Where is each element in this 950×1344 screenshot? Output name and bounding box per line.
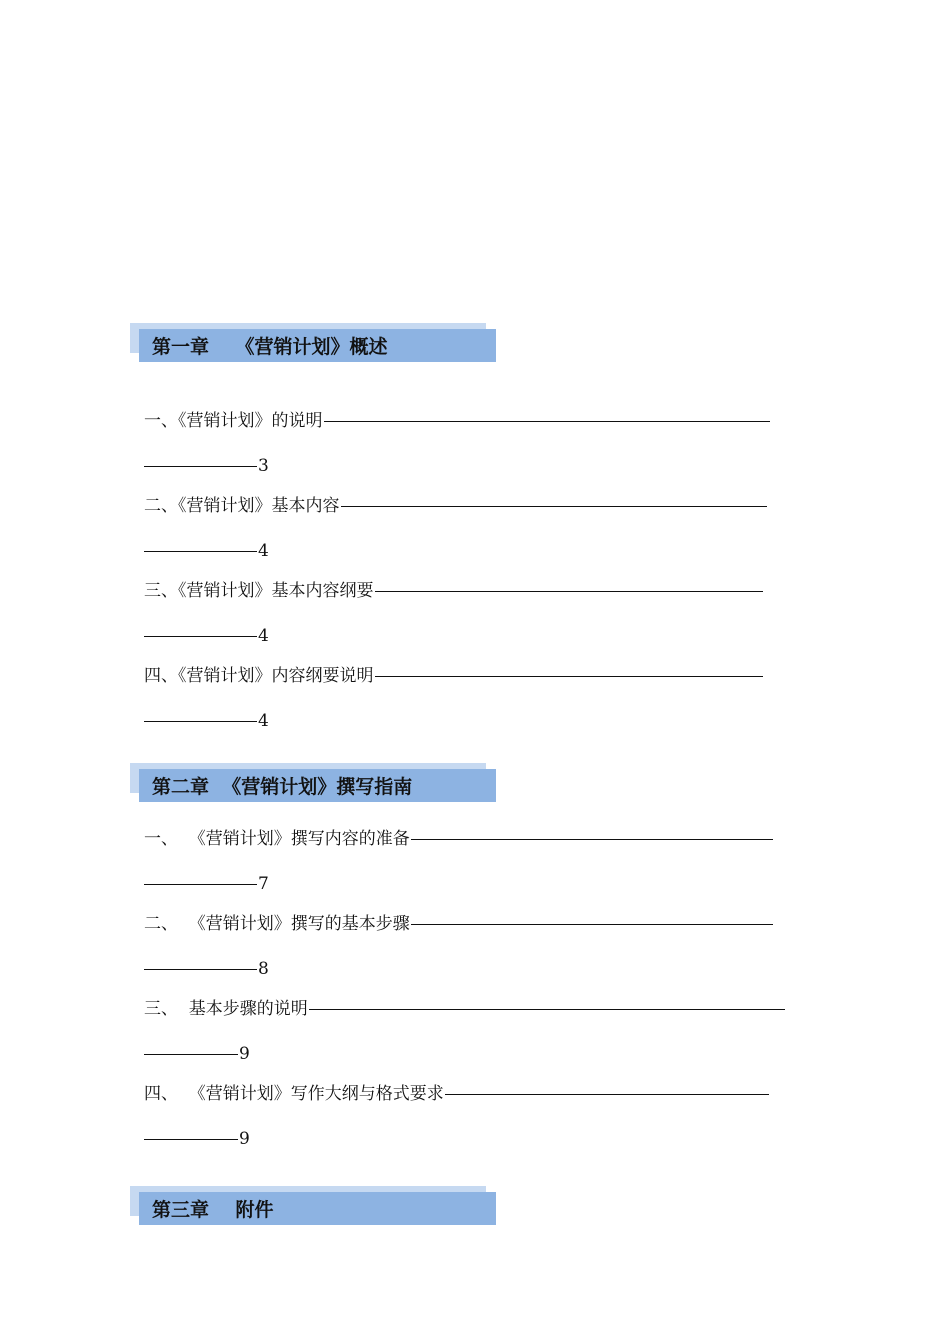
toc-entry-page: 3	[258, 456, 269, 476]
toc-leader	[144, 1054, 238, 1055]
toc-entry-label: 三、 基本步骤的说明	[144, 999, 308, 1019]
toc-leader	[445, 1094, 769, 1095]
toc-entry-page-line	[144, 625, 269, 647]
toc-entry-page-line	[144, 455, 269, 477]
chapter-3-header	[130, 1186, 496, 1226]
chapter-1-title: 第一章 《营销计划》概述	[152, 336, 388, 358]
toc-entry-label: 二、 《营销计划》撰写的基本步骤	[144, 914, 410, 934]
toc-leader	[144, 1139, 238, 1140]
toc-leader	[144, 969, 257, 970]
toc-entry[interactable]	[144, 828, 804, 850]
toc-entry-page: 7	[258, 874, 269, 894]
toc-entry[interactable]	[144, 495, 804, 517]
toc-leader	[144, 636, 257, 637]
toc-leader	[375, 591, 763, 592]
toc-leader	[144, 551, 257, 552]
toc-entry-page: 4	[258, 541, 269, 561]
toc-entry-page: 4	[258, 711, 269, 731]
toc-entry-page-line	[144, 710, 269, 732]
chapter-2-header	[130, 763, 496, 803]
toc-entry[interactable]	[144, 665, 804, 687]
toc-leader	[411, 924, 773, 925]
toc-entry-label: 四、 《营销计划》写作大纲与格式要求	[144, 1084, 444, 1104]
toc-entry-page: 9	[239, 1129, 250, 1149]
toc-entry-page-line	[144, 1128, 250, 1150]
toc-entry-label: 二、《营销计划》基本内容	[144, 496, 340, 516]
toc-leader	[144, 721, 257, 722]
toc-leader	[144, 884, 257, 885]
toc-leader	[375, 676, 763, 677]
toc-entry-page: 8	[258, 959, 269, 979]
chapter-3-title: 第三章 附件	[152, 1199, 274, 1221]
toc-entry-label: 四、《营销计划》内容纲要说明	[144, 666, 374, 686]
chapter-1-header	[130, 323, 496, 363]
toc-entry-label: 一、 《营销计划》撰写内容的准备	[144, 829, 410, 849]
toc-entry[interactable]	[144, 913, 804, 935]
toc-leader	[309, 1009, 785, 1010]
chapter-2-title: 第二章 《营销计划》撰写指南	[152, 776, 413, 798]
toc-entry[interactable]	[144, 580, 804, 602]
toc-entry[interactable]	[144, 1083, 804, 1105]
toc-entry-label: 一、《营销计划》的说明	[144, 411, 323, 431]
toc-leader	[411, 839, 773, 840]
toc-entry-page-line	[144, 1043, 250, 1065]
toc-entry-page: 4	[258, 626, 269, 646]
toc-entry-page: 9	[239, 1044, 250, 1064]
toc-entry-page-line	[144, 958, 269, 980]
toc-entry-page-line	[144, 873, 269, 895]
toc-entry-label: 三、《营销计划》基本内容纲要	[144, 581, 374, 601]
toc-leader	[341, 506, 767, 507]
toc-leader	[324, 421, 770, 422]
toc-entry[interactable]	[144, 998, 804, 1020]
toc-entry[interactable]	[144, 410, 804, 432]
toc-entry-page-line	[144, 540, 269, 562]
toc-leader	[144, 466, 257, 467]
